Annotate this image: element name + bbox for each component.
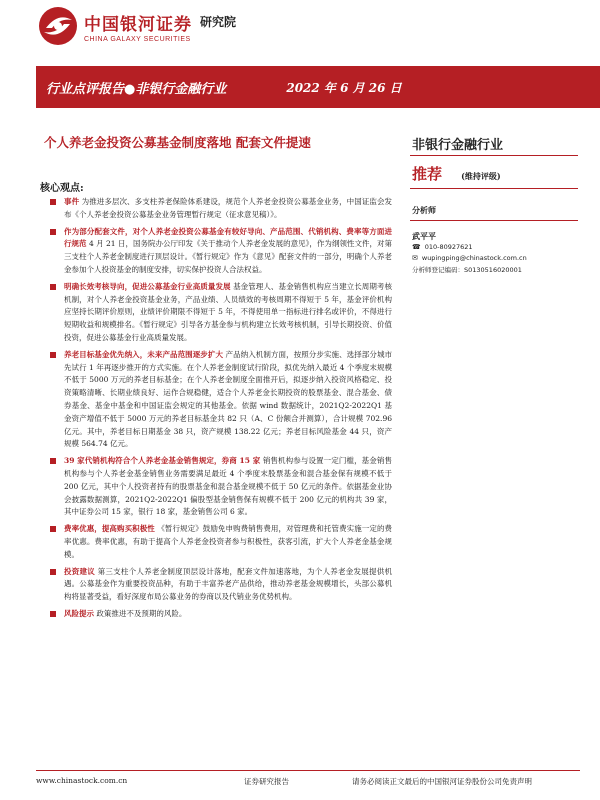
sidebar-divider <box>410 188 578 189</box>
paragraph-text: 第三支柱个人养老金制度顶层设计落地，配套文件加速落地，为个人养老金发展提供机遇。公募基金作为重要投资品种，有助于丰富养老产品供给，推动养老基金规模增长，头部公募机构将显著受益，看好深度布局公募业务的券商以及代销业务优势机构。 <box>64 566 393 602</box>
paragraph-heading: 养老目标基金优先纳入，未来产品范围逐步扩大 <box>64 349 224 359</box>
paragraph-heading: 投资建议 <box>64 566 96 576</box>
analyst-email[interactable] <box>412 254 527 262</box>
report-date: 2022 年 6 月 26 日 <box>286 80 402 95</box>
bullet-icon <box>50 611 56 617</box>
paragraph-text: 《暂行规定》鼓励免申购费销售费用，对管理费和托管费实施一定的费率优惠。费率优惠，有助于提高个人养老金投资者参与积极性，获客引流，扩大个人养老金基金规模。 <box>64 524 393 559</box>
sidebar-divider <box>410 155 578 156</box>
bullet-icon <box>50 526 56 532</box>
report-body <box>38 196 392 625</box>
sidebar-divider <box>410 220 578 221</box>
paragraph <box>38 196 392 222</box>
paragraph <box>38 566 392 604</box>
paragraph-text: 4 月 21 日，国务院办公厅印发《关于推动个人养老金发展的意见》，作为纲领性文件，对第三支柱个人养老金制度进行顶层设计。《暂行规定》作为《意见》配套文件的一部分，明确个人养老金参加个人投资基金的制度安排，切实保护投资人合法权益。 <box>64 239 393 274</box>
report-title: 个人养老金投资公募基金制度落地 配套文件提速 <box>44 135 311 150</box>
bullet-icon <box>50 458 56 464</box>
bullet-icon <box>50 229 56 235</box>
paragraph <box>38 523 392 561</box>
logo-chinese: 中国银河证券 <box>84 14 192 35</box>
brand-logo <box>38 6 236 46</box>
footer-divider <box>36 770 580 771</box>
paragraph <box>38 455 392 519</box>
paragraph-text: 政策推进不及预期的风险。 <box>96 608 187 618</box>
paragraph-text: 产品纳入机制方面，按照分步实施、选择部分城市先试行 1 年再逐步推开的方式实施。在个人养老金制度试行阶段，拟优先纳入最近 4 个季度末规模不低于 5000 万元的养老目标基金；在个人养老金制度全面推开后，拟逐步纳入投资风格稳定、投资策略清晰、长期业绩良好、运作合规稳健，适合个人养老金长期投资的股票基金、混合基金、债券基金、基金中基金和中国证监会规定的其他基金。依据 wind 数据统计，2021Q2-2022Q1 基金资产增值不低于 5000 万元的养老目标基金共 82 只（A、C 份额合并测算），合计规模 702.96 亿元。其中，养老目标日期基金 38 只，资产规模 138.22 亿元；养老目标风险基金 44 只，资产规模 564.74 亿元。 <box>64 349 393 449</box>
bullet-icon <box>50 569 56 575</box>
paragraph-heading: 作为部分配套文件，对个人养老金投资公募基金有较好导向、产品范围、代销机构、费率等方面进行规范 <box>64 226 392 249</box>
paragraph-text: 为推进多层次、多支柱养老保险体系建设，规范个人养老金投资公募基金业务，中国证监会发布《个人养老金投资公募基金业务管理暂行规定（征求意见稿）》。 <box>64 197 393 219</box>
email-icon: ✉ <box>412 254 418 262</box>
report-category: 行业点评报告●非银行金融行业 <box>46 81 227 97</box>
paragraph-heading: 风险提示 <box>64 608 94 618</box>
rating-block <box>412 163 501 184</box>
analyst-name: 武平平 <box>412 231 436 241</box>
paragraph-text: 销售机构参与设置一定门槛，基金销售机构参与个人养老金基金销售业务需要满足最近 4 个季度末股票基金和混合基金保有规模不低于 200 亿元，其中个人投资者持有的股票基金和混合基金规模不低于 50 亿元的条件。依据基金业协会披露数据测算，2021Q2-2022Q1 偏股型基金销售保有规模不低于 200 亿元的机构共 39 家，其中证券公司 15 家，银行 18 家，基金销售公司 6 家。 <box>64 456 392 517</box>
paragraph <box>38 349 392 451</box>
institute-label: 研究院 <box>200 14 237 29</box>
core-views-label: 核心观点: <box>40 183 84 194</box>
sidebar-sector: 非银行金融行业 <box>412 138 504 153</box>
logo-english: CHINA GALAXY SECURITIES <box>84 35 191 43</box>
analyst-cert: 分析师登记编码：S0130516020001 <box>412 266 522 274</box>
paragraph <box>38 226 392 277</box>
analyst-label: 分析师 <box>412 205 436 215</box>
footer-report-type: 证券研究报告 <box>244 777 289 786</box>
report-banner <box>36 66 600 108</box>
footer-site[interactable]: www.chinastock.com.cn <box>36 776 128 785</box>
footer-disclaimer: 请务必阅读正文最后的中国银河证券股份公司免责声明 <box>352 777 532 786</box>
bullet-icon <box>50 284 56 290</box>
phone-icon: ☎ <box>412 243 421 251</box>
paragraph-heading: 明确长效考核导向，促进公募基金行业高质量发展 <box>64 281 231 291</box>
paragraph <box>38 608 392 621</box>
paragraph-heading: 费率优惠，提高购买积极性 <box>64 524 155 534</box>
galaxy-logo-icon <box>38 6 78 46</box>
rating-note: (维持评级) <box>461 171 501 181</box>
bullet-icon <box>50 352 56 358</box>
analyst-phone <box>412 243 473 251</box>
rating-value: 推荐 <box>412 165 443 183</box>
paragraph-heading: 39 家代销机构符合个人养老金基金销售规定，券商 15 家 <box>64 456 261 466</box>
phone-text: 010-80927621 <box>424 243 473 251</box>
paragraph-text: 基金管理人、基金销售机构应当建立长周期考核机制，对个人养老金投资基金业务，产品业绩、人员绩效的考核周期不得短于 5 年，基金评价机构应坚持长期评价原则，业绩评价期限不得短于 5 年，不得使用单一指标进行排名或评价，不得进行短期收益和规模排名。《暂行规定》引导各方基金参与机构建立长效考核机制，引导长期投资、价值投资，促进公募基金行业高质量发展。 <box>64 281 393 342</box>
bullet-icon <box>50 199 56 205</box>
email-text[interactable]: wupingping@chinastock.com.cn <box>421 254 527 262</box>
paragraph-heading: 事件 <box>64 197 80 206</box>
paragraph <box>38 281 392 345</box>
